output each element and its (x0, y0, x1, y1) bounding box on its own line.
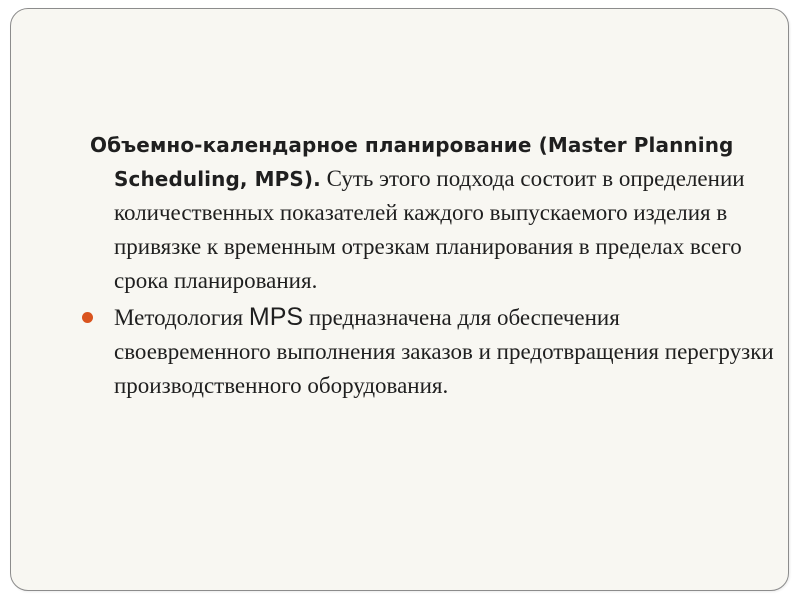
paragraph-mps-purpose (78, 300, 778, 403)
circle-bullet-icon (82, 312, 93, 323)
paragraph-mps-definition (78, 128, 778, 298)
mps-abbreviation: MPS (248, 303, 304, 331)
mps-definition-heading: Объемно-календарное планирование (Master Planning Scheduling, MPS). (90, 133, 734, 191)
slide-content (78, 128, 778, 403)
mps-definition-text: Суть этого подхода состоит в определении количественных показателей каждого выпускаемого изделия в привязке к временным отрезкам планирования в пределах всего срока планирования. (114, 166, 745, 293)
mps-purpose-lead: Методология (114, 305, 249, 330)
mps-purpose-text: предназначена для обеспечения своевременного выполнения заказов и предотвращения перегрузки производственного оборудования. (114, 305, 774, 398)
